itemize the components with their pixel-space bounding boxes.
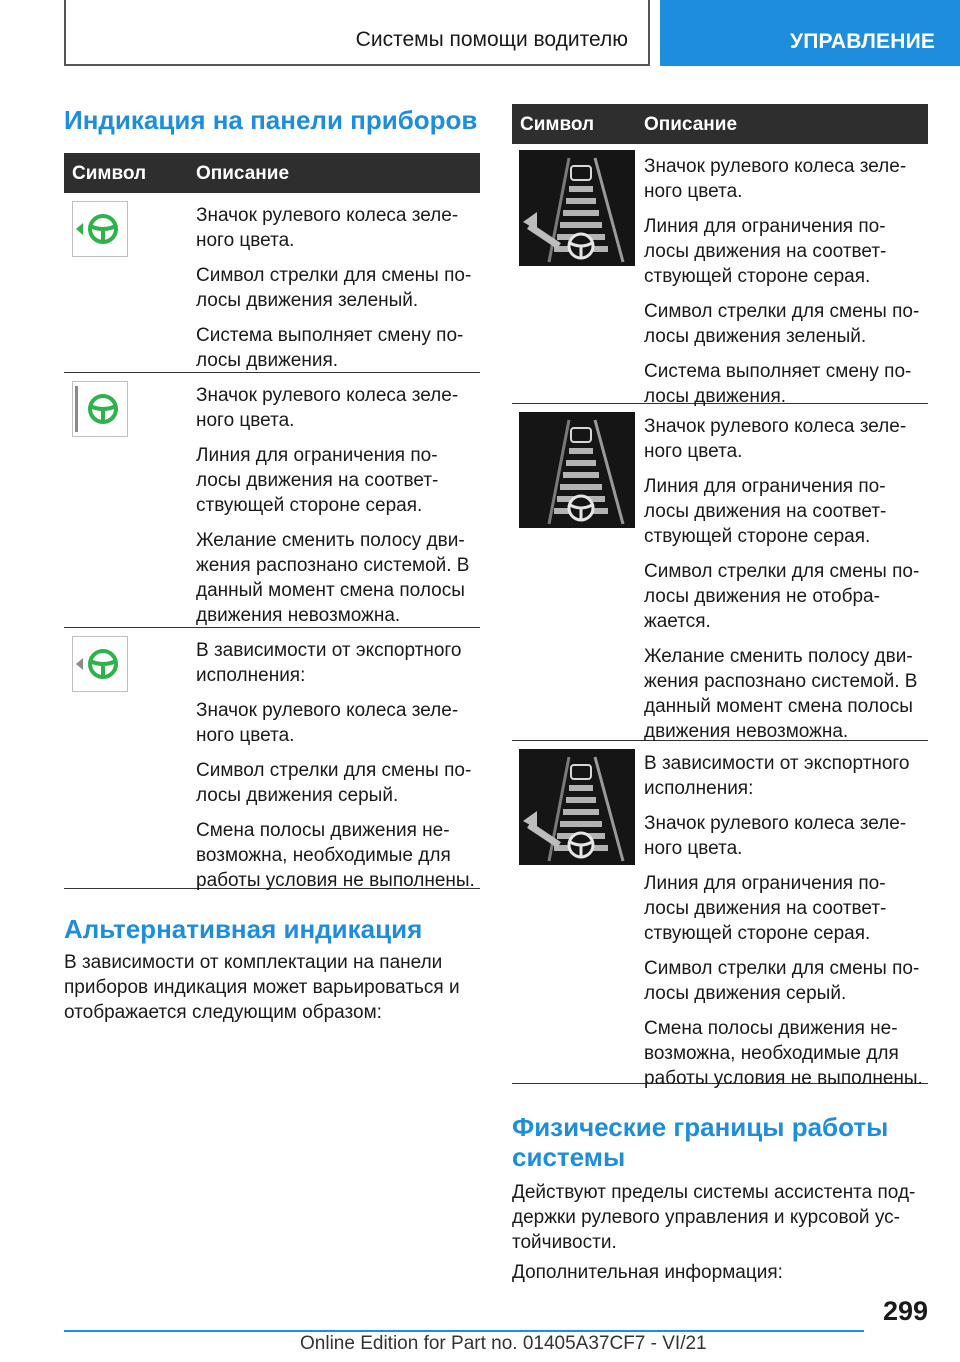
description-paragraph <box>644 644 928 744</box>
description-line: работы условия не выполнены. <box>644 1068 923 1089</box>
text-line: В зависимости от комплектации на панели <box>64 952 443 973</box>
text-line: отображается следующим образом: <box>64 1002 382 1023</box>
steering-wheel-arrow-gray-icon <box>72 636 128 692</box>
description-paragraph <box>644 1016 928 1091</box>
section-title-indication: Индикация на панели приборов <box>64 105 478 135</box>
description-line: Значок рулевого колеса зеле- <box>196 205 459 226</box>
text-line: Действуют пределы системы ассистента под- <box>512 1182 916 1203</box>
steering-wheel-line-gray-icon <box>72 381 128 437</box>
description-line: Значок рулевого колеса зеле- <box>644 416 907 437</box>
description-line: исполнения: <box>644 778 754 799</box>
section-title-limits <box>512 1112 888 1172</box>
description-line: Символ стрелки для смены по- <box>644 301 920 322</box>
table-header <box>64 153 480 193</box>
description-paragraph <box>196 383 480 433</box>
description-line: Значок рулевого колеса зеле- <box>644 156 907 177</box>
table-header <box>512 104 928 144</box>
description-paragraph <box>644 751 928 801</box>
description-line: Желание сменить полосу дви- <box>644 646 913 667</box>
lane-change-display-gray-arrow-icon <box>519 749 635 865</box>
description-line: лосы движения на соответ- <box>644 898 887 919</box>
description-line: Линия для ограничения по- <box>644 216 886 237</box>
text-line: приборов индикация может варьироваться и <box>64 977 460 998</box>
description-line: лосы движения на соответ- <box>196 470 439 491</box>
description-line: ствующей стороне серая. <box>196 495 423 516</box>
description-paragraph <box>196 263 480 313</box>
description-line: Желание сменить полосу дви- <box>196 530 465 551</box>
text-line: держки рулевого управления и курсовой ус- <box>512 1207 900 1228</box>
header-section-box <box>64 0 650 66</box>
description-line: жается. <box>644 611 711 632</box>
description-line: Смена полосы движения не- <box>196 820 450 841</box>
description-line: движения невозможна. <box>196 605 401 626</box>
table-row <box>64 373 480 628</box>
text-line: тойчивости. <box>512 1232 617 1253</box>
description-paragraph <box>196 528 480 628</box>
description-line: ствующей стороне серая. <box>644 266 871 287</box>
description-line: Значок рулевого колеса зеле- <box>196 700 459 721</box>
lane-change-display-no-arrow-icon <box>519 412 635 528</box>
description-line: Значок рулевого колеса зеле- <box>644 813 907 834</box>
description-line: В зависимости от экспортного <box>196 640 462 661</box>
title-line: Физические границы работы <box>512 1112 889 1142</box>
row-description <box>644 404 928 744</box>
description-line: ствующей стороне серая. <box>644 923 871 944</box>
description-paragraph <box>644 811 928 861</box>
row-description <box>196 628 480 893</box>
more-info-label: Дополнительная информация: <box>512 1262 783 1283</box>
limits-text <box>512 1180 932 1255</box>
description-line: Символ стрелки для смены по- <box>644 958 920 979</box>
description-line: ного цвета. <box>644 441 743 462</box>
left-symbol-table <box>64 153 480 889</box>
col-symbol-header: Символ <box>520 114 595 135</box>
table-row <box>64 628 480 889</box>
lane-change-display-arrow-icon <box>519 150 635 266</box>
description-paragraph <box>196 698 480 748</box>
description-line: лосы движения. <box>196 350 339 371</box>
description-paragraph <box>644 414 928 464</box>
description-line: жения распознано системой. В <box>196 555 470 576</box>
description-paragraph <box>196 758 480 808</box>
description-paragraph <box>644 214 928 289</box>
description-line: Символ стрелки для смены по- <box>196 265 472 286</box>
description-paragraph <box>644 359 928 409</box>
description-line: лосы движения на соответ- <box>644 501 887 522</box>
description-paragraph <box>644 299 928 349</box>
footer-divider <box>64 1330 864 1332</box>
description-line: работы условия не выполнены. <box>196 870 475 891</box>
description-line: лосы движения не отобра- <box>644 586 880 607</box>
description-line: возможна, необходимые для <box>196 845 451 866</box>
header-section-title: Системы помощи водителю <box>355 28 628 51</box>
description-line: движения невозможна. <box>644 721 849 742</box>
col-symbol-header: Символ <box>72 163 147 184</box>
table-row <box>512 404 928 741</box>
description-line: Система выполняет смену по- <box>644 361 912 382</box>
description-paragraph <box>196 818 480 893</box>
table-row <box>512 741 928 1089</box>
col-description-header: Описание <box>644 114 738 135</box>
footer-edition: Online Edition for Part no. 01405A37CF7 - VI/21 <box>300 1333 707 1354</box>
description-line: ного цвета. <box>196 230 295 251</box>
description-line: лосы движения серый. <box>644 983 847 1004</box>
steering-wheel-arrow-green-icon <box>72 201 128 257</box>
row-description <box>196 193 480 373</box>
description-line: исполнения: <box>196 665 306 686</box>
description-line: ного цвета. <box>196 725 295 746</box>
table-row <box>512 144 928 407</box>
row-description <box>644 144 928 409</box>
description-paragraph <box>196 203 480 253</box>
description-line: Смена полосы движения не- <box>644 1018 898 1039</box>
description-paragraph <box>644 474 928 549</box>
description-paragraph <box>644 956 928 1006</box>
description-line: Линия для ограничения по- <box>196 445 438 466</box>
header-chapter-title: УПРАВЛЕНИЕ <box>790 30 936 53</box>
description-line: данный момент смена полосы <box>644 696 913 717</box>
description-paragraph <box>644 871 928 946</box>
description-line: Система выполняет смену по- <box>196 325 464 346</box>
description-paragraph <box>644 559 928 634</box>
row-description <box>196 373 480 628</box>
page-number: 299 <box>882 1296 928 1326</box>
description-line: Линия для ограничения по- <box>644 873 886 894</box>
description-paragraph <box>196 443 480 518</box>
row-description <box>644 741 928 1091</box>
description-line: В зависимости от экспортного <box>644 753 910 774</box>
description-line: ного цвета. <box>644 181 743 202</box>
col-description-header: Описание <box>196 163 290 184</box>
description-paragraph <box>644 154 928 204</box>
header-chapter-box <box>660 0 960 66</box>
description-line: Символ стрелки для смены по- <box>644 561 920 582</box>
description-line: лосы движения на соответ- <box>644 241 887 262</box>
description-line: ного цвета. <box>644 838 743 859</box>
description-paragraph <box>196 638 480 688</box>
description-line: лосы движения зеленый. <box>196 290 419 311</box>
description-line: жения распознано системой. В <box>644 671 918 692</box>
description-line: данный момент смена полосы <box>196 580 465 601</box>
right-symbol-table <box>512 104 928 1089</box>
section-title-alternative: Альтернативная индикация <box>64 914 423 944</box>
description-line: лосы движения серый. <box>196 785 399 806</box>
description-line: лосы движения. <box>644 386 787 407</box>
description-paragraph <box>196 323 480 373</box>
alternative-text <box>64 950 484 1025</box>
title-line: системы <box>512 1142 626 1172</box>
table-row <box>64 193 480 373</box>
description-line: Линия для ограничения по- <box>644 476 886 497</box>
description-line: Символ стрелки для смены по- <box>196 760 472 781</box>
description-line: Значок рулевого колеса зеле- <box>196 385 459 406</box>
description-line: лосы движения зеленый. <box>644 326 867 347</box>
description-line: ного цвета. <box>196 410 295 431</box>
description-line: ствующей стороне серая. <box>644 526 871 547</box>
description-line: возможна, необходимые для <box>644 1043 899 1064</box>
